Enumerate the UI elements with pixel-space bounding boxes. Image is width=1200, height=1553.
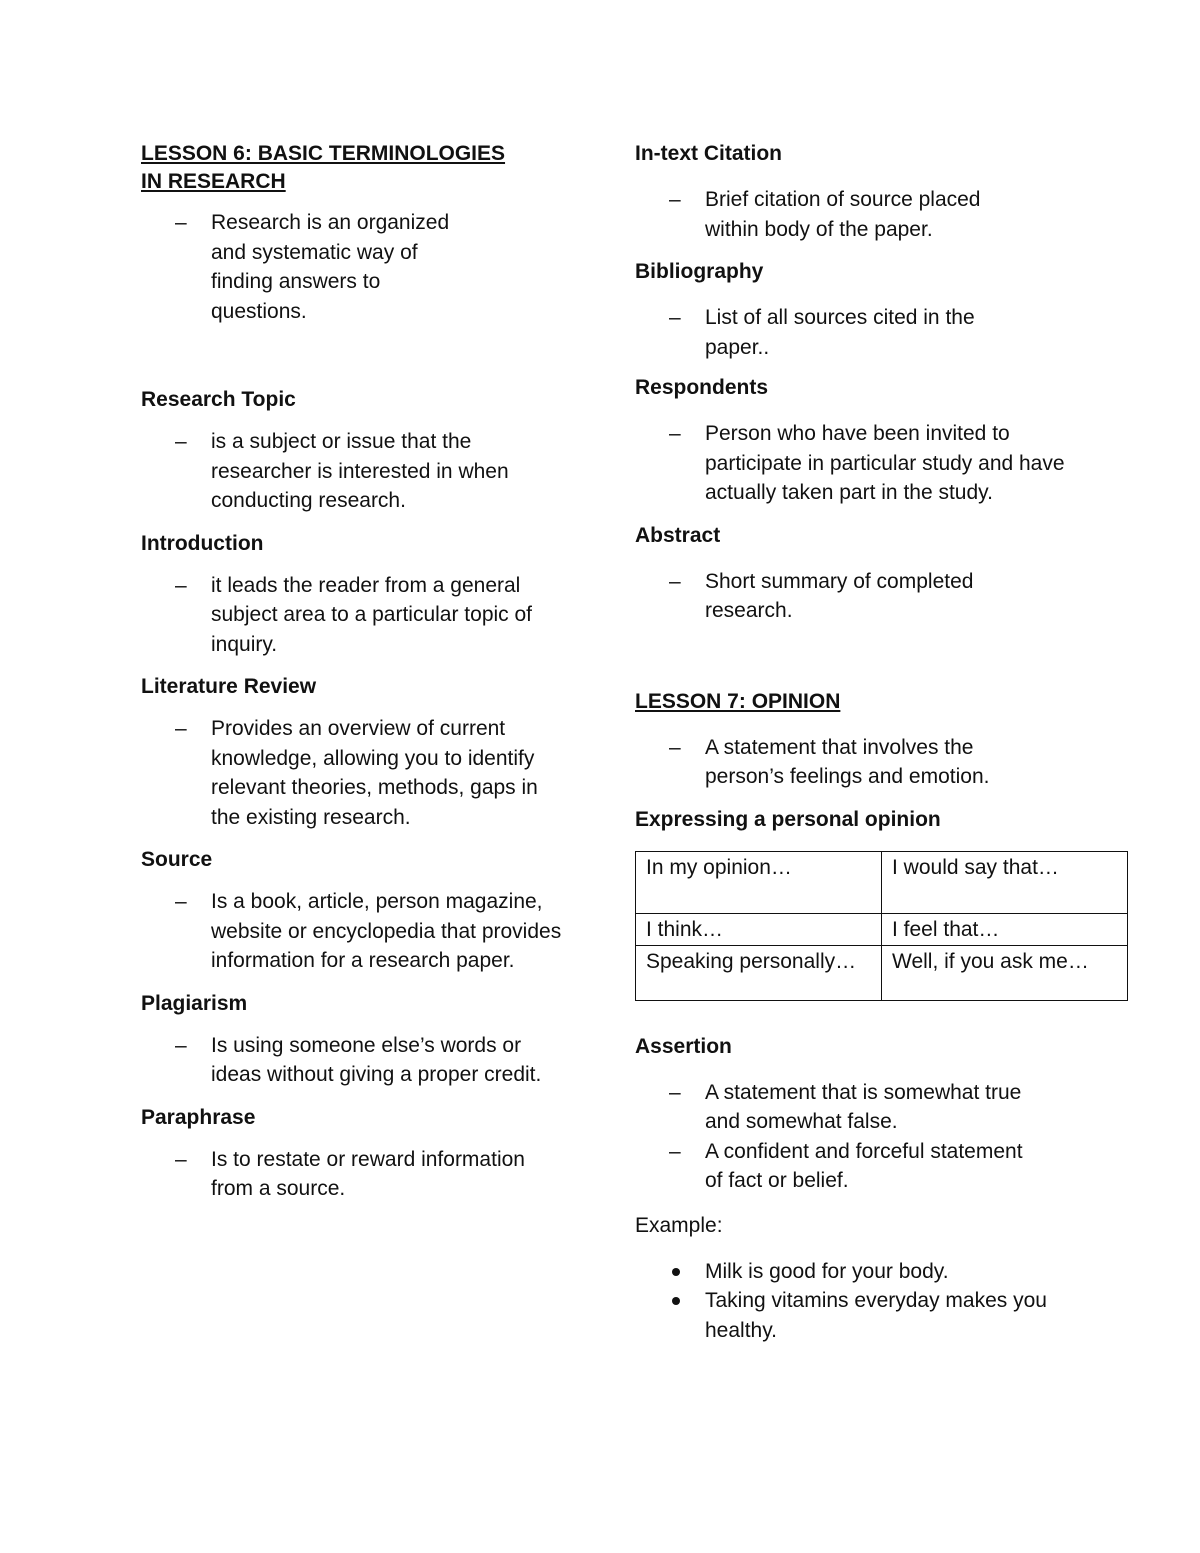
term-in-text-citation: In-text Citation (635, 142, 782, 165)
example-label: Example: (635, 1213, 723, 1237)
table-cell: Speaking personally… (636, 945, 882, 1000)
definition-list (635, 567, 1020, 626)
table-cell: I think… (636, 913, 882, 945)
term-paraphrase: Paraphrase (141, 1105, 256, 1129)
term-bibliography: Bibliography (635, 260, 764, 283)
definition-research-topic: – is a subject or issue that the researcher is interested in when conducting research. (141, 427, 561, 516)
definition-source: – Is a book, article, person magazine, website or encyclopedia that provides information for a research paper. (141, 887, 566, 976)
definition-list (141, 887, 566, 976)
lesson-6-title (141, 140, 571, 196)
definition-abstract: – Short summary of completed research. (635, 567, 1020, 626)
term-research-topic: Research Topic (141, 388, 296, 411)
assertion-list (635, 1078, 1035, 1196)
table-row (636, 913, 1128, 945)
lesson-6-intro-list (141, 208, 471, 326)
example-list (635, 1257, 1065, 1346)
opinion-table-wrap (635, 851, 1135, 1003)
assertion-point: – A confident and forceful statement of fact or belief. (635, 1137, 1035, 1196)
definition-list (141, 571, 566, 660)
table-cell: In my opinion… (636, 851, 882, 913)
assertion-point: – A statement that is somewhat true and somewhat false. (635, 1078, 1035, 1137)
term-introduction: Introduction (141, 531, 264, 555)
definition-bibliography: – List of all sources cited in the paper.. (635, 303, 1020, 362)
term-respondents: Respondents (635, 376, 769, 399)
table-row (636, 851, 1128, 913)
table-cell: I feel that… (882, 913, 1128, 945)
lesson-7-title: LESSON 7: OPINION (635, 689, 841, 713)
lesson-6-title-line1: LESSON 6: BASIC TERMINOLOGIES (141, 142, 506, 165)
term-source: Source (141, 848, 213, 871)
right-column (635, 140, 1135, 1345)
definition-in-text-citation: – Brief citation of source placed within body of the paper. (635, 185, 1025, 244)
left-column (141, 140, 571, 1204)
definition-list (635, 185, 1025, 244)
table-row (636, 945, 1128, 1000)
lesson-7-intro-list (635, 733, 1035, 792)
term-assertion: Assertion (635, 1034, 732, 1058)
definition-literature-review: – Provides an overview of current knowledge, allowing you to identify relevant theories, methods, gaps in the existing research. (141, 714, 551, 832)
table-cell: I would say that… (882, 851, 1128, 913)
definition-list (635, 419, 1065, 508)
definition-list (141, 714, 551, 832)
definition-paraphrase: – Is to restate or reward information from a source. (141, 1145, 571, 1204)
definition-list (141, 1145, 571, 1204)
example-item: Milk is good for your body. (635, 1257, 1065, 1287)
table-cell: Well, if you ask me… (882, 945, 1128, 1000)
term-plagiarism: Plagiarism (141, 991, 248, 1015)
definition-plagiarism: – Is using someone else’s words or ideas without giving a proper credit. (141, 1031, 566, 1090)
definition-list (635, 303, 1020, 362)
term-abstract: Abstract (635, 523, 721, 547)
lesson-6-intro: – Research is an organized and systematic way of finding answers to questions. (141, 208, 471, 326)
example-item: Taking vitamins everyday makes you healthy. (635, 1286, 1065, 1345)
definition-list (141, 1031, 566, 1090)
definition-list (141, 427, 561, 516)
lesson-6-title-line2: IN RESEARCH (141, 170, 286, 193)
definition-introduction: – it leads the reader from a general subject area to a particular topic of inquiry. (141, 571, 566, 660)
term-literature-review: Literature Review (141, 675, 317, 698)
opinion-table (635, 851, 1128, 1001)
expressing-opinion-heading: Expressing a personal opinion (635, 807, 941, 831)
definition-respondents: – Person who have been invited to participate in particular study and have actually taken part in the study. (635, 419, 1065, 508)
lesson-7-intro: – A statement that involves the person’s feelings and emotion. (635, 733, 1035, 792)
